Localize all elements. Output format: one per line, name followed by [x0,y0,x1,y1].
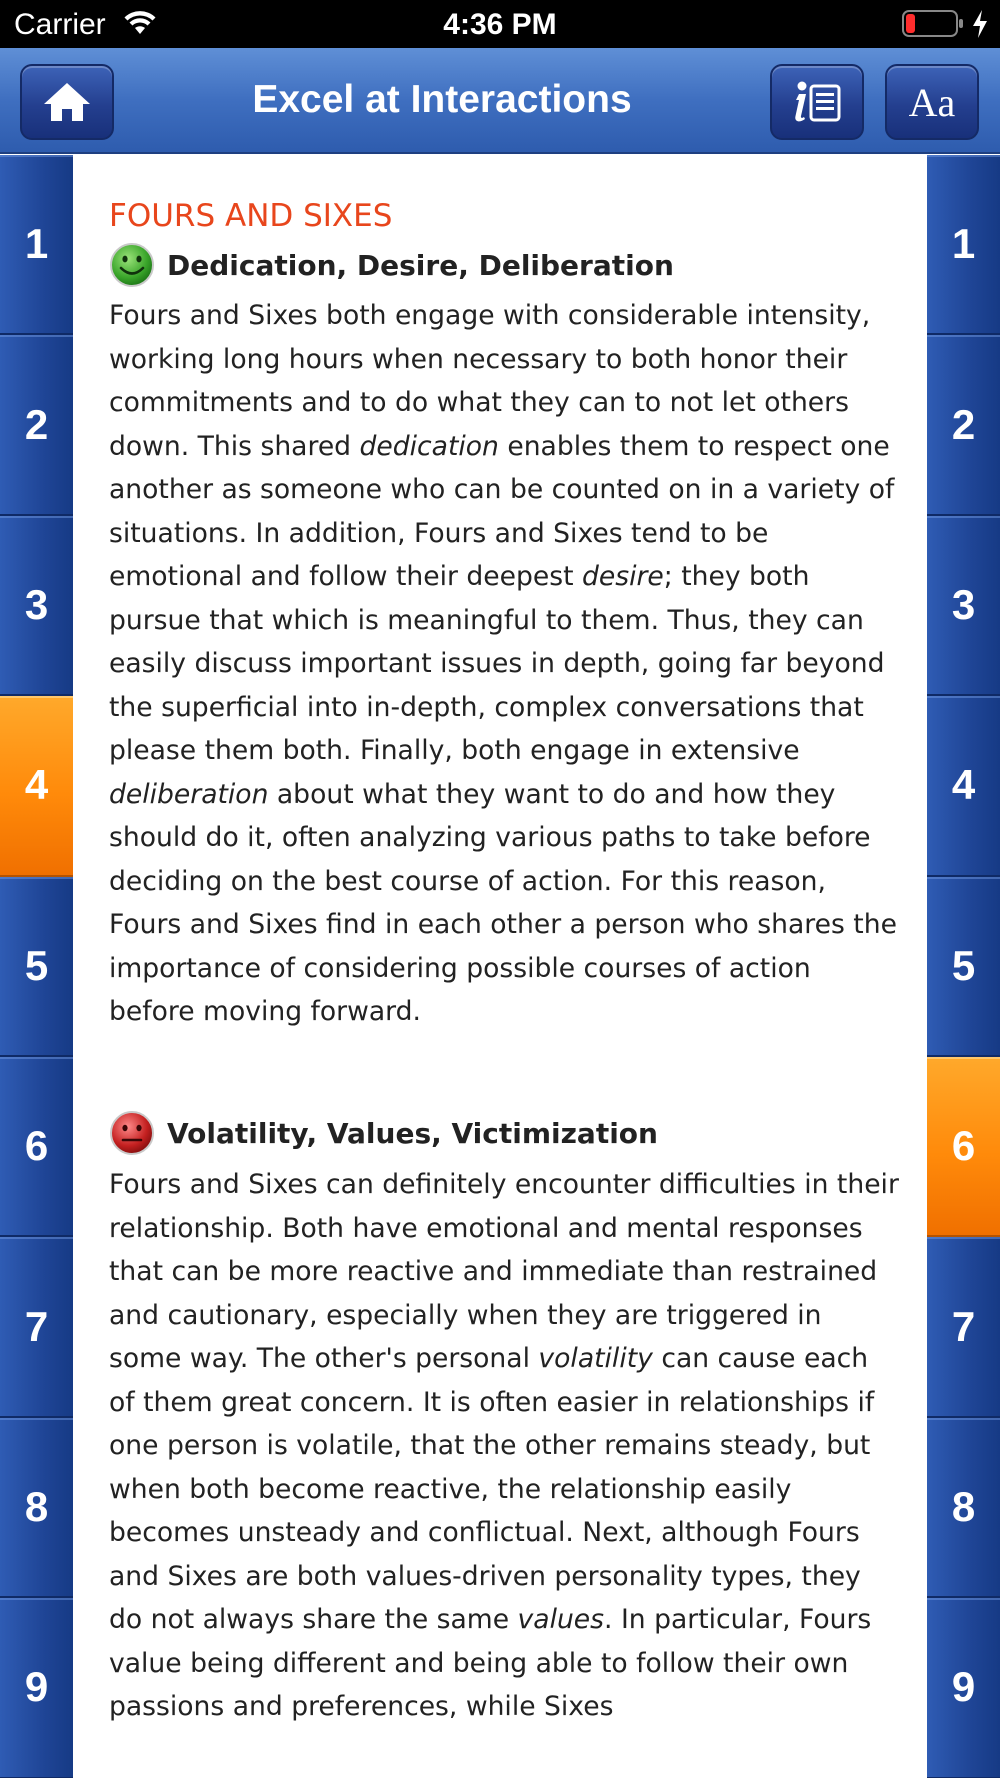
right-tab-4[interactable]: 4 [927,696,1000,876]
left-tab-1[interactable]: 1 [0,155,73,335]
emphasis-term: desire [582,561,664,592]
right-tab-2[interactable]: 2 [927,335,1000,515]
right-tab-5[interactable]: 5 [927,877,1000,1057]
left-tab-4[interactable]: 4 [0,696,73,876]
left-tab-8[interactable]: 8 [0,1418,73,1598]
negative-heading [109,1110,658,1156]
happy-face-icon [109,242,155,288]
right-type-tabs [927,155,1000,1778]
right-tab-1[interactable]: 1 [927,155,1000,335]
right-tab-8[interactable]: 8 [927,1418,1000,1598]
negative-heading-text: Volatility, Values, Victimization [167,1116,658,1150]
left-tab-7[interactable]: 7 [0,1237,73,1417]
clock: 4:36 PM [443,8,557,41]
nav-bar [0,48,1000,154]
page-title: Excel at Interactions [252,78,632,121]
section-title: FOURS AND SIXES [109,198,393,234]
font-size-label: Aa [908,79,956,125]
content-panel[interactable] [73,155,927,1778]
info-button[interactable] [770,64,864,140]
right-tab-6[interactable]: 6 [927,1057,1000,1237]
left-tab-5[interactable]: 5 [0,877,73,1057]
left-tab-3[interactable]: 3 [0,516,73,696]
carrier-label: Carrier [14,8,106,41]
emphasis-term: values [517,1604,605,1635]
right-tab-7[interactable]: 7 [927,1237,1000,1417]
positive-heading [109,242,674,288]
positive-paragraph: Fours and Sixes both engage with considerable intensity, working long hours when necessary to both honor their commitments and to do what they can to not let others down. This shared dedication enables them to respect one another as someone who can be counted on in a variety of situations. In addition, Fours and Sixes tend to be emotional and follow their deepest desire; they both pursue that which is meaningful to them. Thus, they can easily discuss important issues in depth, going far beyond the superficial into in-depth, complex conversations that please them both. Finally, both engage in extensive deliberation about what they want to do and how they should do it, often analyzing various paths to take before deciding on the best course of action. For this reason, Fours and Sixes find in each other a person who shares the importance of considering possible courses of action before moving forward. [109,300,897,1027]
font-size-button[interactable] [885,64,979,140]
battery-icon [902,10,964,37]
positive-heading-text: Dedication, Desire, Deliberation [167,248,674,282]
emphasis-term: volatility [538,1343,653,1374]
charging-bolt-icon [970,9,990,39]
emphasis-term: dedication [359,430,499,462]
right-tab-9[interactable]: 9 [927,1598,1000,1778]
emphasis-term: deliberation [109,778,269,810]
info-list-icon [791,78,843,126]
negative-paragraph: Fours and Sixes can definitely encounter difficulties in their relationship. Both have emotional and mental responses that can be more reactive and immediate than restrained and cautionary, especially when they are triggered in some way. The other's personal volatility can cause each of them great concern. It is often easier in relationships if one person is volatile, that the other remains steady, but when both become reactive, the relationship easily becomes unsteady and conflictual. Next, although Fours and Sixes are both values-driven personality types, they do not always share the same values. In particular, Fours value being different and being able to follow their own passions and preferences, while Sixes [109,1169,899,1722]
status-bar [0,0,1000,48]
right-tab-3[interactable]: 3 [927,516,1000,696]
left-tab-9[interactable]: 9 [0,1598,73,1778]
left-type-tabs [0,155,73,1778]
left-tab-2[interactable]: 2 [0,335,73,515]
left-tab-6[interactable]: 6 [0,1057,73,1237]
sad-face-icon [109,1110,155,1156]
